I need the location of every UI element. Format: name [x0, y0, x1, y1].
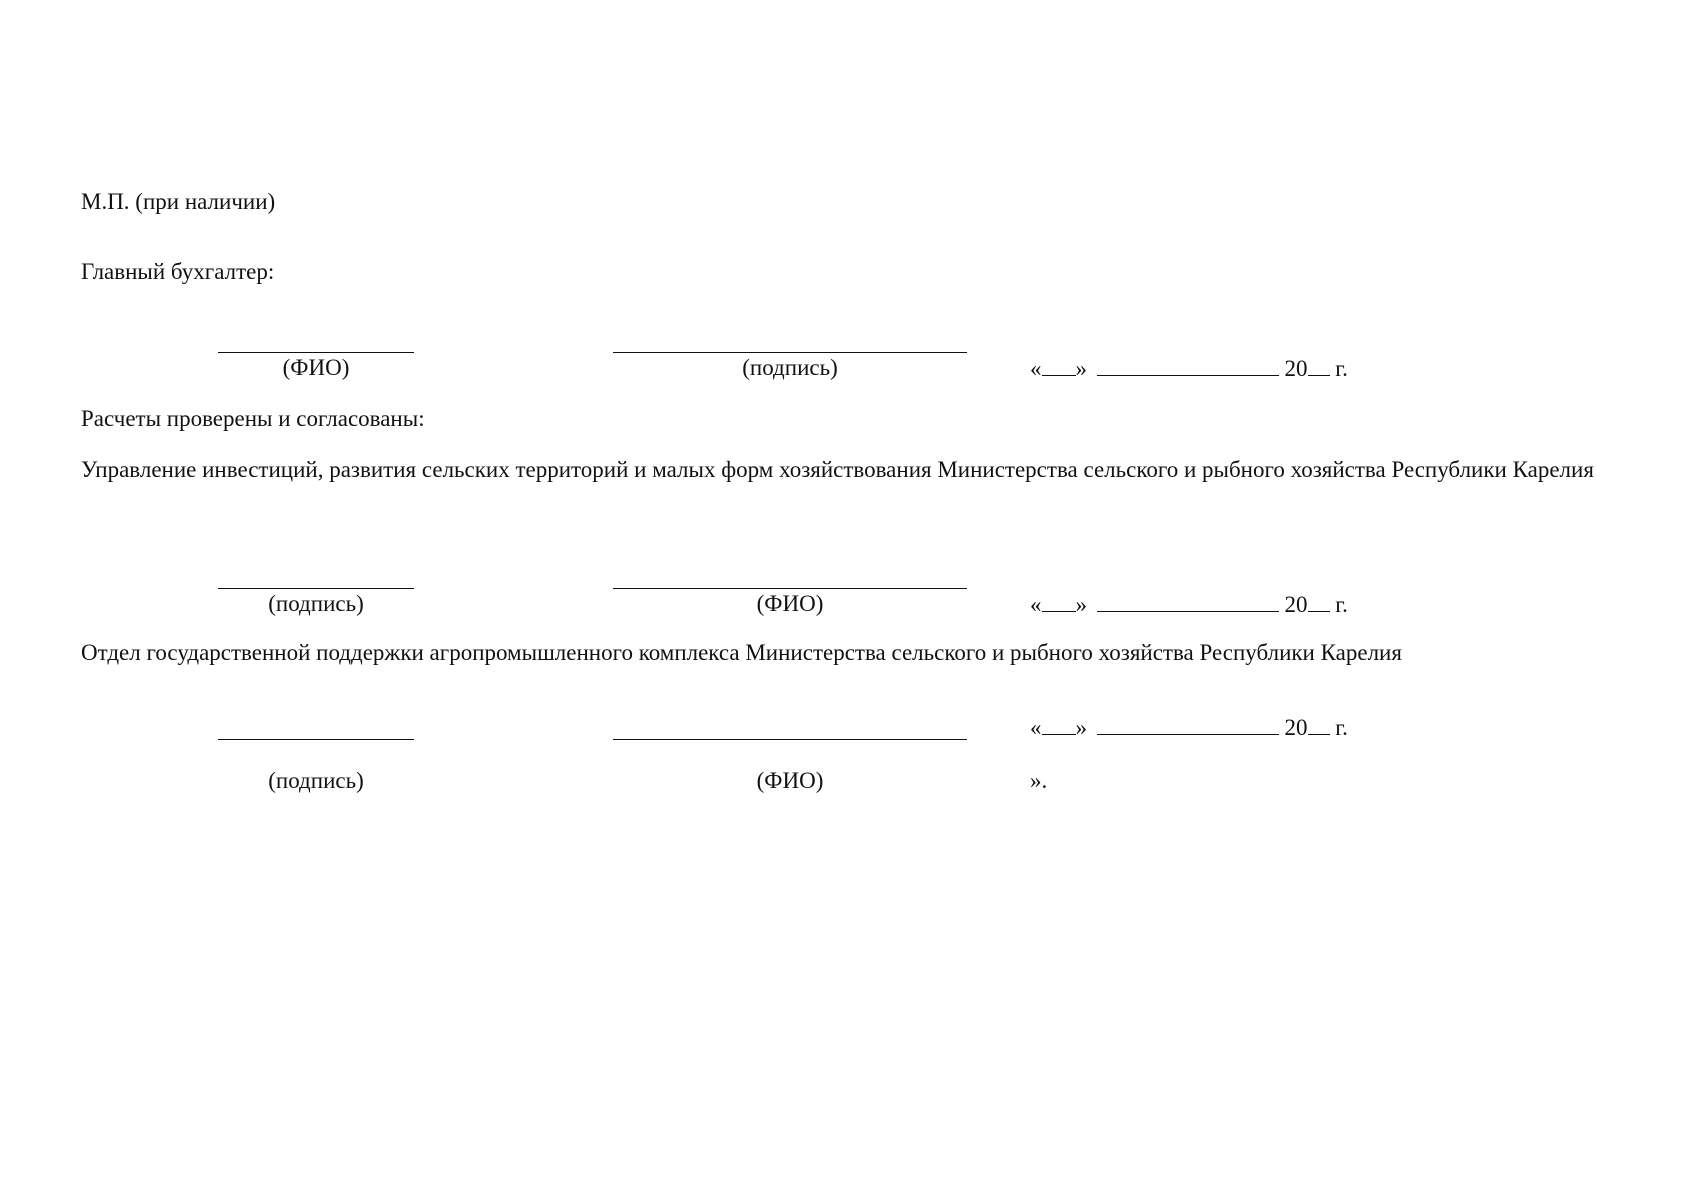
seal-note: М.П. (при наличии)	[81, 189, 276, 214]
date-close-quote: »	[1075, 592, 1087, 617]
date-open-quote: «	[1030, 715, 1042, 740]
year-suffix: г.	[1335, 592, 1348, 617]
department-agro-support: Отдел государственной поддержки агропромышленного комплекса Министерства сельского и рыбного хозяйства Республики Карелия	[81, 640, 1402, 665]
fio-caption-2: (ФИО)	[756, 591, 824, 616]
date-field-2	[1030, 589, 1348, 621]
date-close-quote: »	[1075, 715, 1087, 740]
date-close-quote: »	[1075, 356, 1087, 381]
signature-line-3[interactable]	[218, 739, 414, 740]
fio-line-3[interactable]	[613, 739, 967, 740]
date-field-3	[1030, 712, 1348, 744]
month-blank-2[interactable]	[1097, 593, 1279, 612]
signature-caption-3: (подпись)	[268, 768, 364, 793]
year-prefix: 20	[1284, 592, 1308, 617]
day-blank-2[interactable]	[1042, 593, 1076, 612]
year-blank-3[interactable]	[1308, 716, 1330, 735]
date-open-quote: «	[1030, 592, 1042, 617]
year-blank-1[interactable]	[1308, 357, 1330, 376]
day-blank-3[interactable]	[1042, 716, 1076, 735]
month-blank-3[interactable]	[1097, 716, 1279, 735]
date-field-1	[1030, 353, 1348, 385]
year-suffix: г.	[1335, 356, 1348, 381]
signature-caption-2: (подпись)	[268, 591, 364, 616]
verified-label: Расчеты проверены и согласованы:	[81, 406, 425, 431]
month-blank-1[interactable]	[1097, 357, 1279, 376]
fio-caption-1: (ФИО)	[282, 355, 350, 380]
closing-quote-mark: ».	[1030, 768, 1048, 793]
year-suffix: г.	[1335, 715, 1348, 740]
department-investments: Управление инвестиций, развития сельских территорий и малых форм хозяйствования Министерства сельского и рыбного хозяйства Республики Карелия	[81, 457, 1594, 482]
year-prefix: 20	[1284, 715, 1308, 740]
signature-caption-1: (подпись)	[742, 355, 838, 380]
fio-caption-3: (ФИО)	[756, 768, 824, 793]
year-blank-2[interactable]	[1308, 593, 1330, 612]
day-blank-1[interactable]	[1042, 357, 1076, 376]
year-prefix: 20	[1284, 356, 1308, 381]
chief-accountant-label: Главный бухгалтер:	[81, 259, 275, 284]
date-open-quote: «	[1030, 356, 1042, 381]
